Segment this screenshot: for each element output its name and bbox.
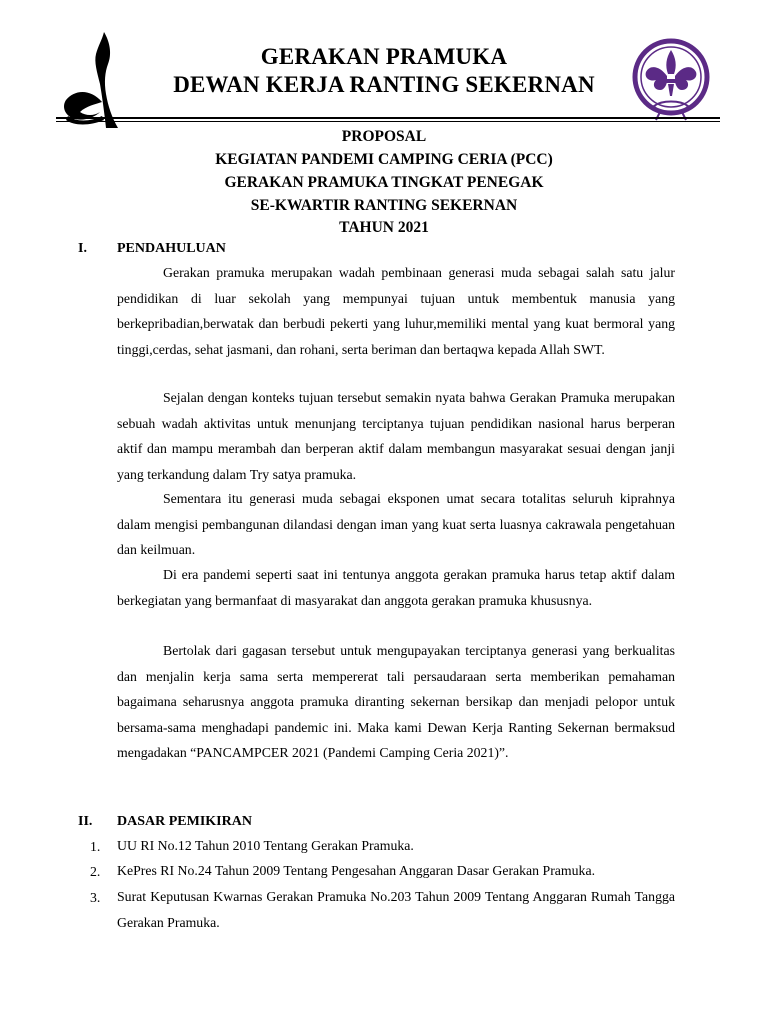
list-item-number: 1. bbox=[90, 839, 101, 854]
world-scout-emblem-icon bbox=[624, 36, 718, 124]
list-item: KePres RI No.24 Tahun 2009 Tentang Pengesahan Anggaran Dasar Gerakan Pramuka. bbox=[117, 863, 596, 878]
document-title-line: PROPOSAL bbox=[341, 128, 427, 145]
organization-name: GERAKAN PRAMUKA bbox=[260, 44, 508, 69]
tunas-kelapa-icon bbox=[60, 32, 122, 128]
paragraph: Sejalan dengan konteks tujuan tersebut semakin nyata bahwa Gerakan Pramuka merupakan sebuah wadah aktivitas untuk menunjang terciptanya tujuan pendidikan nasional harus berperan aktif dan mampu merambah dan berperan aktif dalam membangun masyarakat sesuai dengan janji yang terkandung dalam Try satya pramuka. bbox=[117, 390, 675, 482]
paragraph: Sementara itu generasi muda sebagai eksponen umat secara totalitas seluruh kiprahnya dalam mengisi pembangunan dilandasi dengan iman yang kuat serta luasnya cakrawala pengetahuan dan keilmuan. bbox=[117, 491, 675, 557]
paragraph: Di era pandemi seperti saat ini tentunya anggota gerakan pramuka harus tetap aktif dalam berkegiatan yang bermanfaat di masyarakat dan anggota gerakan pramuka khususnya. bbox=[117, 567, 675, 608]
letterhead-rule bbox=[56, 117, 720, 119]
section-number: I. bbox=[78, 241, 87, 256]
document-title-line: TAHUN 2021 bbox=[339, 219, 429, 236]
list-item: UU RI No.12 Tahun 2010 Tentang Gerakan Pramuka. bbox=[117, 838, 414, 853]
list-item-number: 2. bbox=[90, 864, 101, 879]
section-number: II. bbox=[78, 814, 93, 829]
organization-unit: DEWAN KERJA RANTING SEKERNAN bbox=[173, 72, 595, 97]
letterhead-rule-thin bbox=[56, 121, 720, 122]
document-title-line: SE-KWARTIR RANTING SEKERNAN bbox=[250, 197, 518, 214]
paragraph: Bertolak dari gagasan tersebut untuk mengupayakan terciptanya generasi yang berkualitas dan menjalin kerja sama serta mempererat tali persaudaraan serta memberikan pemahaman bagaimana seharusnya anggota pramuka diranting sekernan bersikap dan menjadi pelopor untuk bersama-sama menghadapi pandemic ini. Maka kami Dewan Kerja Ranting Sekernan bermaksud mengadakan “PANCAMPCER 2021 (Pandemi Camping Ceria 2021)”. bbox=[117, 643, 675, 760]
paragraph: Gerakan pramuka merupakan wadah pembinaan generasi muda sebagai salah satu jalur pendidikan di luar sekolah yang mempunyai tujuan untuk membentuk manusia yang berkepribadian,berwatak dan berbudi pekerti yang luhur,memiliki mental yang kuat bermoral yang tinggi,cerdas, sehat jasmani, dan rohani, serta beriman dan bertaqwa kepada Allah SWT. bbox=[117, 265, 675, 357]
list-item: Surat Keputusan Kwarnas Gerakan Pramuka No.203 Tahun 2009 Tentang Anggaran Rumah Tangga Gerakan Pramuka. bbox=[117, 889, 675, 930]
list-item-number: 3. bbox=[90, 890, 101, 905]
section-heading: DASAR PEMIKIRAN bbox=[117, 814, 252, 829]
document-title-line: GERAKAN PRAMUKA TINGKAT PENEGAK bbox=[224, 174, 544, 191]
section-heading: PENDAHULUAN bbox=[117, 241, 226, 256]
document-title-line: KEGIATAN PANDEMI CAMPING CERIA (PCC) bbox=[215, 151, 553, 168]
